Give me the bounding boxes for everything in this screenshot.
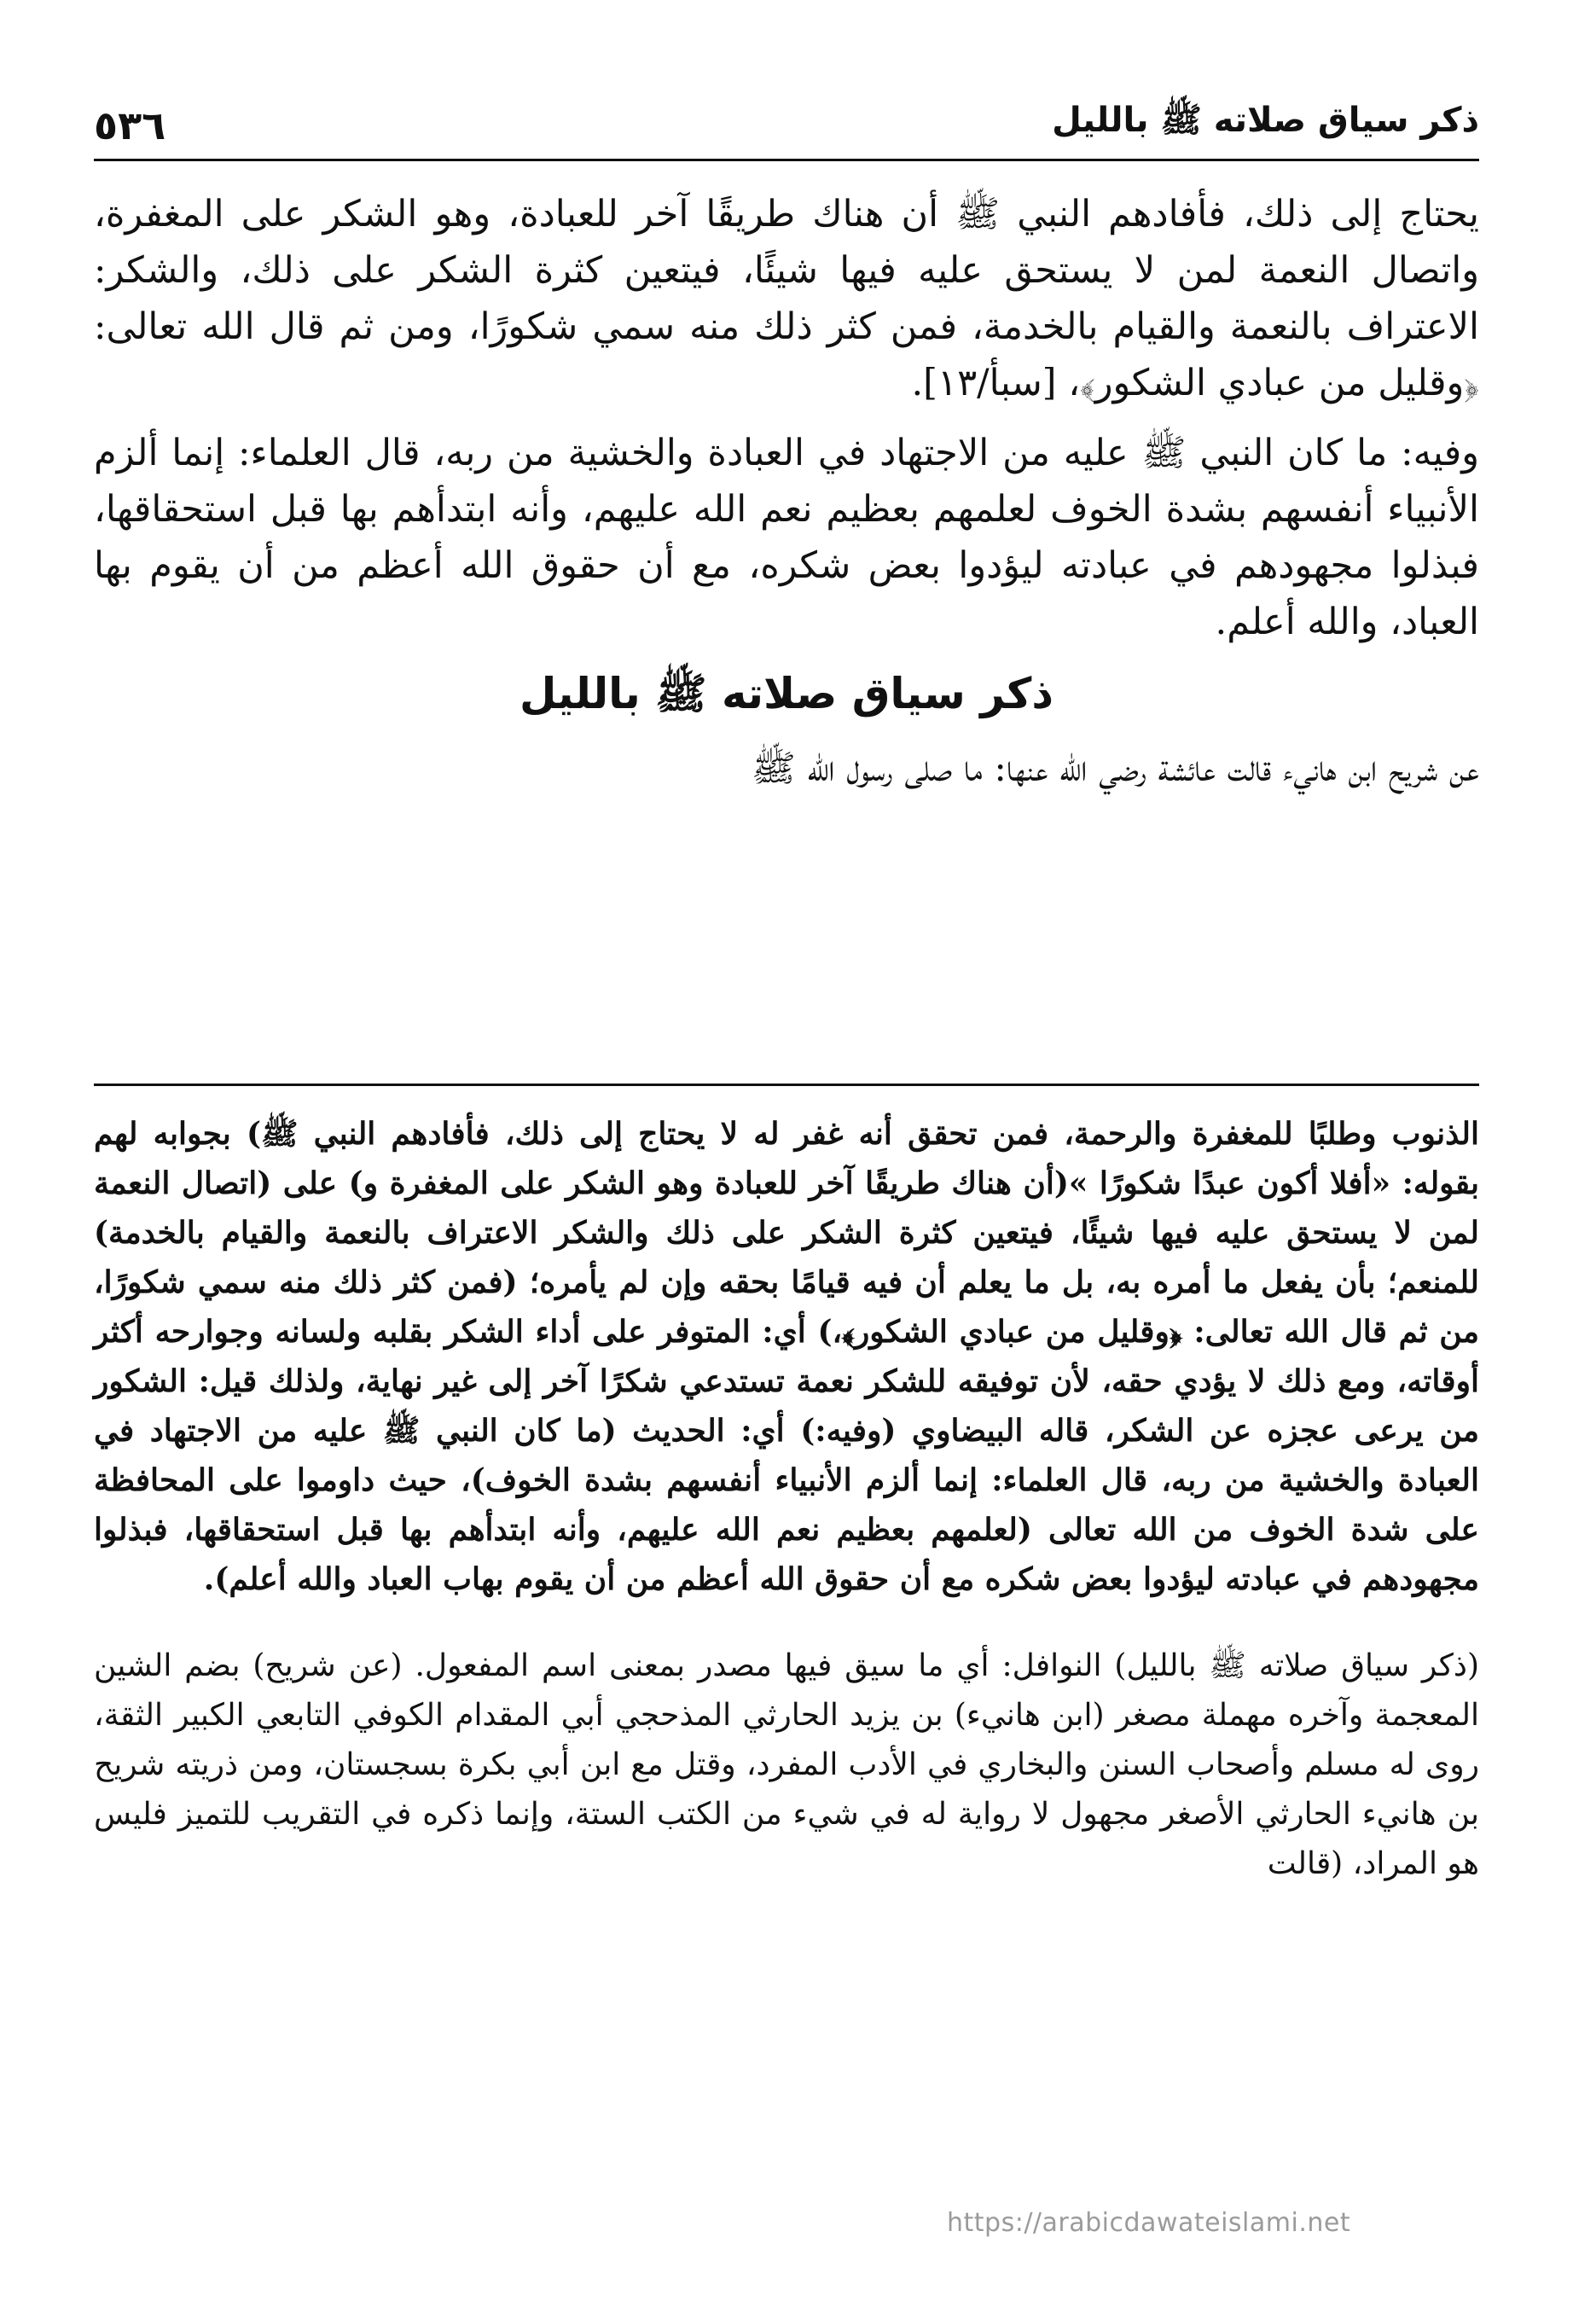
main-text	[94, 186, 1479, 810]
main-paragraph: يحتاج إلى ذلك، فأفادهم النبي ﷺ أن هناك طريقًا آخر للعبادة، وهو الشكر على المغفرة، واتصال النعمة لمن لا يستحق عليه فيها شيئًا، فيتعين كثرة الشكر على ذلك، والشكر: الاعتراف بالنعمة والقيام بالخدمة، فمن كثر ذلك منه سمي شكورًا، ومن ثم قال الله تعالى: ﴿وقليل من عبادي الشكور﴾، [سبأ/١٣].	[94, 193, 1479, 404]
page-header	[94, 94, 1479, 161]
commentary-paragraph: (ذكر سياق صلاته ﷺ بالليل) النوافل: أي ما سيق فيها مصدر بمعنى اسم المفعول. (عن شريح) بضم الشين المعجمة وآخره مهملة مصغر (ابن هانيء) بن يزيد الحارثي المذحجي أبي المقدام الكوفي التابعي الكبير الثقة، روى له مسلم وأصحاب السنن والبخاري في الأدب المفرد، وقتل مع ابن أبي بكرة بسجستان، ومن ذريته شريح بن هانيء الحارثي الأصغر مجهول لا رواية له في شيء من الكتب الستة، وإنما ذكره في التقريب للتميز فليس هو المراد، (قالت	[94, 1648, 1479, 1881]
main-paragraph: وفيه: ما كان النبي ﷺ عليه من الاجتهاد في العبادة والخشية من ربه، قال العلماء: إنما ألزم الأنبياء أنفسهم بشدة الخوف لعلمهم بعظيم نعم الله عليهم، وأنه ابتدأهم بها قبل استحقاقها، فبذلوا مجهودهم في عبادته ليؤدوا بعض شكره، مع أن حقوق الله أعظم من أن يقوم بها العباد، والله أعلم.	[94, 432, 1480, 643]
text-commentary-divider	[94, 1084, 1479, 1086]
commentary	[94, 1109, 1479, 1889]
commentary-paragraph: الذنوب وطلبًا للمغفرة والرحمة، فمن تحقق أنه غفر له لا يحتاج إلى ذلك، فأفادهم النبي ﷺ) بجوابه لهم بقوله: «أفلا أكون عبدًا شكورًا »(أن هناك طريقًا آخر للعبادة وهو الشكر على المغفرة و) على (اتصال النعمة لمن لا يستحق عليه فيها شيئًا، فيتعين كثرة الشكر على ذلك والشكر الاعتراف بالنعمة والقيام بالخدمة) للمنعم؛ بأن يفعل ما أمره به، بل ما يعلم أن فيه قيامًا بحقه وإن لم يأمره؛ (فمن كثر ذلك منه سمي شكورًا، من ثم قال الله تعالى: ﴿وقليل من عبادي الشكور﴾،) أي: المتوفر على أداء الشكر بقلبه ولسانه وجوارحه أكثر أوقاته، ومع ذلك لا يؤدي حقه، لأن توفيقه للشكر نعمة تستدعي شكرًا آخر إلى غير نهاية، ولذلك قيل: الشكور من يرعى عجزه عن الشكر، قاله البيضاوي (وفيه:) أي: الحديث (ما كان النبي ﷺ عليه من الاجتهاد في العبادة والخشية من ربه، قال العلماء: إنما ألزم الأنبياء أنفسهم بشدة الخوف)، حيث داوموا على المحافظة على شدة الخوف من الله تعالى (لعلمهم بعظيم نعم الله عليهم، وأنه ابتدأهم بها قبل استحقاقها، فبذلوا مجهودهم في عبادته ليؤدوا بعض شكره مع أن حقوق الله أعظم من أن يقوم بهاب العباد والله أعلم).	[94, 1116, 1480, 1597]
hadith-start: عن شريح ابن هانيء قالت عائشة رضي الله عنها: ما صلى رسول الله ﷺ	[751, 747, 1479, 790]
paragraph-gap	[94, 1604, 1479, 1641]
book-page	[94, 94, 1479, 2324]
section-heading: ذكر سياق صلاته ﷺ بالليل	[519, 669, 1054, 718]
running-title: ذكر سياق صلاته ﷺ بالليل	[1052, 101, 1479, 140]
website-watermark: https://arabicdawateislami.net	[947, 2208, 1351, 2238]
page-number: ٥٣٦	[94, 102, 166, 148]
